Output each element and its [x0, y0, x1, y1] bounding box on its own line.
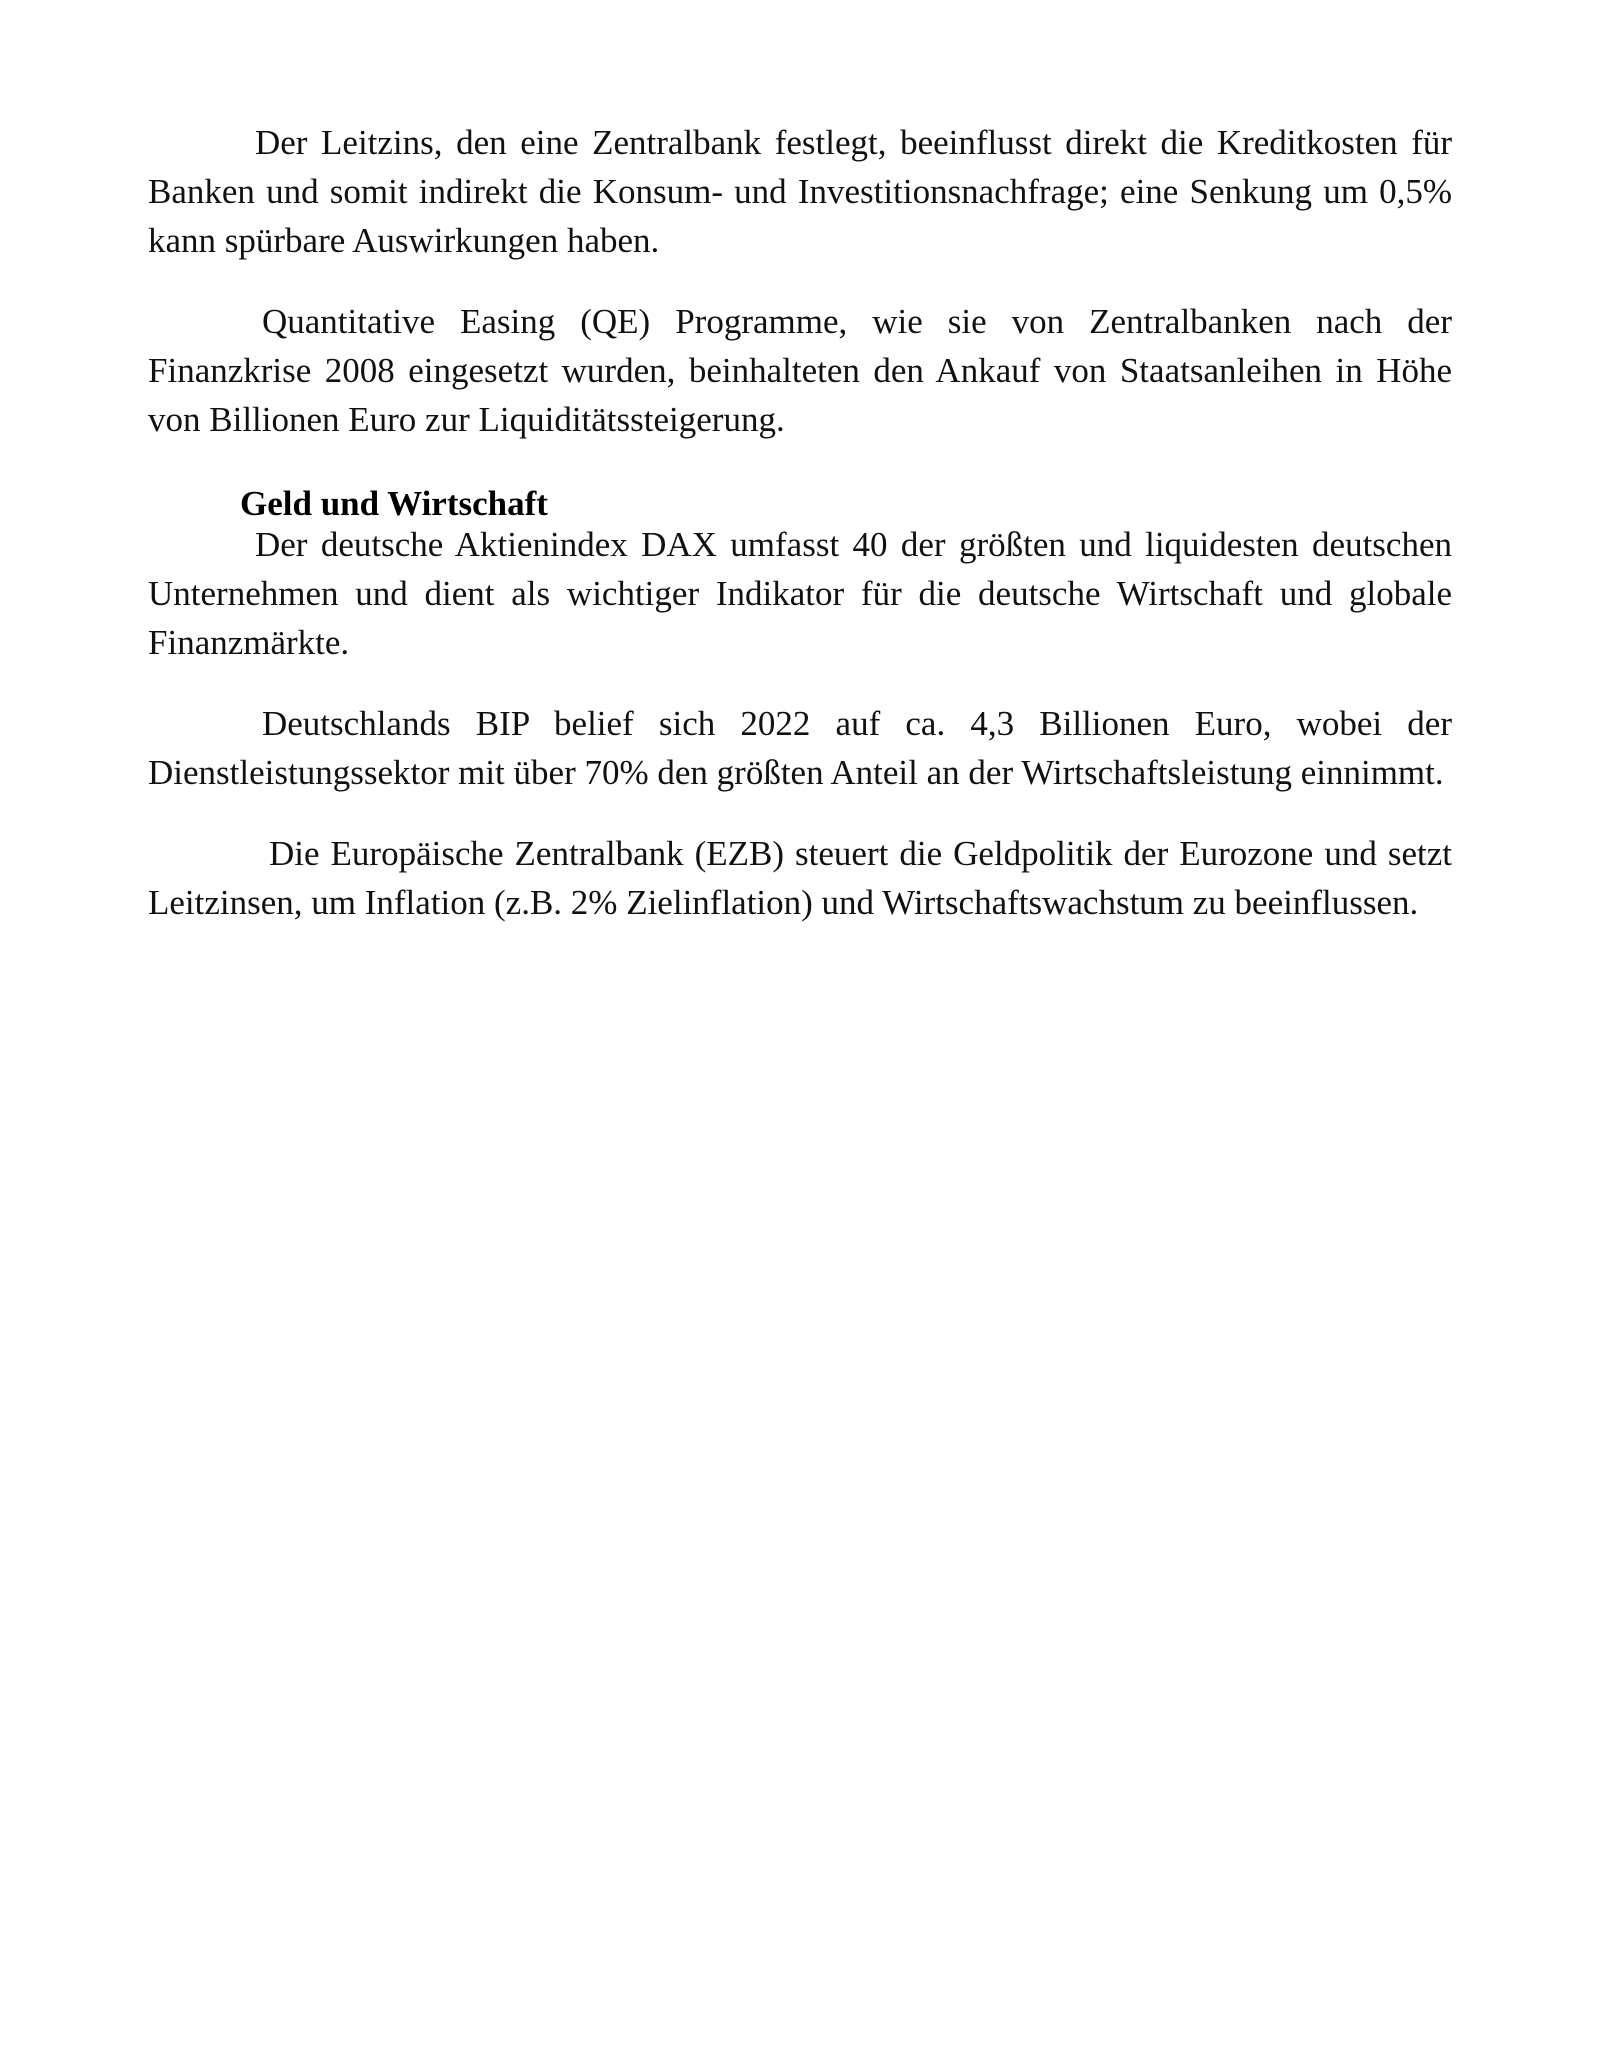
document-body [148, 118, 1452, 959]
paragraph-quantitative-easing: Quantitative Easing (QE) Programme, wie sie von Zentralbanken nach der Finanzkrise 2008 eingesetzt wurden, beinhalteten den Ankauf von Staatsanleihen in Höhe von Billionen Euro zur Liquiditätssteigerung. [148, 302, 1452, 439]
paragraph-bip: Deutschlands BIP belief sich 2022 auf ca. 4,3 Billionen Euro, wobei der Dienstleistungssektor mit über 70% den größten Anteil an der Wirtschaftsleistung einnimmt. [148, 704, 1452, 792]
paragraph-dax: Der deutsche Aktienindex DAX umfasst 40 der größten und liquidesten deutschen Unternehmen und dient als wichtiger Indikator für die deutsche Wirtschaft und globale Finanzmärkte. [148, 525, 1452, 662]
paragraph-ezb: Die Europäische Zentralbank (EZB) steuert die Geldpolitik der Eurozone und setzt Leitzinsen, um Inflation (z.B. 2% Zielinflation) und Wirtschaftswachstum zu beeinflussen. [148, 834, 1452, 922]
section-heading: Geld und Wirtschaft [240, 484, 548, 523]
paragraph-leitzins: Der Leitzins, den eine Zentralbank festlegt, beeinflusst direkt die Kreditkosten für Banken und somit indirekt die Konsum- und Investitionsnachfrage; eine Senkung um 0,5% kann spürbare Auswirkungen haben. [148, 123, 1452, 260]
